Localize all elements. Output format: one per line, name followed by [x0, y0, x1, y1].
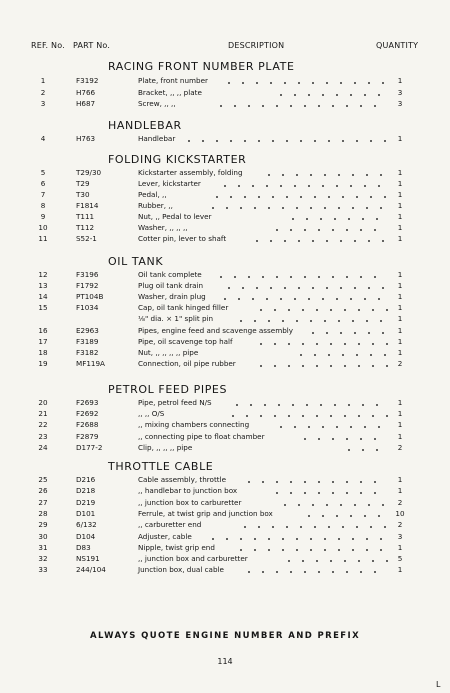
quantity: 1	[397, 234, 403, 243]
quantity: 1	[397, 270, 403, 279]
ref-no: 18	[38, 347, 48, 357]
ref-no: 21	[38, 409, 48, 419]
table-row	[0, 303, 450, 313]
ref-no: 22	[38, 420, 48, 430]
leader-dots	[254, 309, 388, 311]
table-row	[0, 76, 450, 86]
part-no: D83	[76, 542, 91, 552]
description: ,, junction box to carburetter	[138, 497, 242, 507]
description: Clip, ,, ,, ,, pipe	[138, 442, 193, 452]
description: Pedal, ,,	[138, 190, 167, 199]
part-no: F3192	[76, 76, 99, 85]
section-title: FOLDING KICKSTARTER	[108, 153, 247, 166]
corner-mark: L	[436, 680, 441, 689]
table-row	[0, 348, 450, 358]
leader-dots	[210, 196, 388, 198]
description: Washer, drain plug	[138, 292, 206, 302]
ref-no: 11	[38, 234, 48, 243]
part-no: PT104B	[76, 292, 104, 302]
header-quantity: QUANTITY	[376, 41, 419, 50]
quantity: 1	[397, 190, 403, 199]
description: Washer, ,, ,, ,,	[138, 223, 188, 232]
leader-dots	[214, 276, 388, 278]
quantity: 1	[397, 168, 403, 177]
quantity: 1	[397, 134, 403, 143]
ref-no: 30	[38, 531, 48, 541]
leader-dots	[298, 438, 388, 440]
ref-no: 32	[38, 554, 48, 564]
description: Nut, ,, Pedal to lever	[138, 212, 212, 221]
table-row	[0, 223, 450, 233]
table-row	[0, 475, 450, 485]
leader-dots	[294, 354, 388, 356]
ref-no: 23	[38, 431, 48, 441]
leader-dots	[222, 82, 388, 84]
part-no: D219	[76, 497, 96, 507]
page-number: 114	[217, 657, 233, 666]
part-no: F2879	[76, 431, 99, 441]
table-row	[0, 337, 450, 347]
leader-dots	[306, 332, 388, 334]
leader-dots	[242, 481, 388, 483]
description: Bracket, ,, ,, plate	[138, 87, 202, 97]
table-row	[0, 234, 450, 244]
description: ⅛" dia. × 1" split pin	[138, 314, 214, 324]
quantity: 1	[397, 201, 403, 210]
leader-dots	[226, 415, 388, 417]
description: Nipple, twist grip end	[138, 542, 215, 552]
description: ,, handlebar to junction box	[138, 486, 238, 496]
ref-no: 3	[40, 99, 46, 109]
part-no: D104	[76, 531, 96, 541]
leader-dots	[254, 365, 388, 367]
ref-no: 20	[38, 398, 48, 407]
leader-dots	[302, 515, 388, 517]
table-row	[0, 443, 450, 453]
leader-dots	[218, 298, 388, 300]
ref-no: 28	[38, 508, 48, 518]
table-row	[0, 359, 450, 369]
part-no: F1034	[76, 303, 99, 313]
description: Adjuster, cable	[138, 531, 192, 541]
part-no: F2693	[76, 398, 99, 407]
table-row	[0, 498, 450, 508]
leader-dots	[282, 560, 388, 562]
leader-dots	[234, 549, 388, 551]
ref-no: 15	[38, 303, 48, 313]
section-title: OIL TANK	[108, 255, 164, 268]
leader-dots	[262, 174, 388, 176]
leader-dots	[206, 538, 388, 540]
quantity: 1	[397, 486, 403, 496]
leader-dots	[274, 426, 388, 428]
description: Nut, ,, ,, ,, ,, pipe	[138, 347, 199, 357]
description: Cable assembly, throttle	[138, 475, 227, 484]
part-no: 244/104	[76, 565, 106, 575]
description: Handlebar	[138, 134, 176, 143]
ref-no: 31	[38, 542, 48, 552]
ref-no: 2	[40, 87, 46, 97]
part-no: F1792	[76, 281, 99, 291]
quantity: 1	[397, 347, 403, 357]
part-no: T29/30	[76, 168, 102, 177]
ref-no: 12	[38, 270, 48, 279]
table-row	[0, 270, 450, 280]
part-no: T29	[76, 179, 90, 188]
description: Cap, oil tank hinged filler	[138, 303, 229, 313]
description: Screw, ,, ,,	[138, 99, 176, 109]
description: Connection, oil pipe rubber	[138, 358, 236, 368]
leader-dots	[218, 185, 388, 187]
ref-no: 5	[40, 168, 46, 177]
table-row	[0, 554, 450, 564]
quantity: 1	[397, 303, 403, 313]
table-row	[0, 432, 450, 442]
description: Plug oil tank drain	[138, 281, 204, 291]
leader-dots	[278, 504, 388, 506]
part-no: F2688	[76, 420, 99, 430]
ref-no: 9	[40, 212, 46, 221]
footer-note: ALWAYS QUOTE ENGINE NUMBER AND PREFIX	[89, 631, 361, 641]
table-row	[0, 565, 450, 575]
part-no: D216	[76, 475, 96, 484]
ref-no: 24	[38, 442, 48, 452]
description: Junction box, dual cable	[138, 565, 224, 575]
table-row	[0, 88, 450, 98]
ref-no: 6	[40, 179, 46, 188]
ref-no: 7	[40, 190, 46, 199]
quantity: 1	[397, 179, 403, 188]
quantity: 2	[397, 497, 403, 507]
description: Pipes, engine feed and scavenge assembly	[138, 325, 294, 335]
ref-no: 25	[38, 475, 48, 484]
leader-dots	[234, 320, 388, 322]
table-row	[0, 398, 450, 408]
table-row	[0, 314, 450, 324]
table-row	[0, 532, 450, 542]
ref-no: 1	[40, 76, 46, 85]
part-no: E2963	[76, 325, 99, 335]
table-row	[0, 326, 450, 336]
description: Ferrule, at twist grip and junction box	[138, 508, 273, 518]
ref-no: 29	[38, 520, 48, 530]
leader-dots	[238, 526, 388, 528]
part-no: F3182	[76, 347, 99, 357]
description: Pipe, petrol feed N/S	[138, 398, 212, 407]
leader-dots	[182, 140, 388, 142]
quantity: 1	[397, 420, 403, 430]
leader-dots	[230, 404, 388, 406]
quantity: 1	[397, 76, 403, 85]
header-part-no: PART No.	[73, 41, 111, 50]
leader-dots	[206, 207, 388, 209]
description: ,, ,, O/S	[138, 409, 165, 419]
table-row	[0, 134, 450, 144]
table-row	[0, 190, 450, 200]
table-row	[0, 179, 450, 189]
part-no: T111	[76, 212, 95, 221]
ref-no: 4	[40, 134, 46, 143]
ref-no: 26	[38, 486, 48, 496]
header-ref-no: REF. No.	[31, 41, 65, 50]
table-row	[0, 292, 450, 302]
ref-no: 33	[38, 565, 48, 575]
ref-no: 17	[38, 336, 48, 346]
quantity: 1	[397, 223, 403, 232]
part-no: D218	[76, 486, 96, 496]
ref-no: 16	[38, 325, 48, 335]
part-no: F3189	[76, 336, 99, 346]
quantity: 1	[397, 281, 403, 291]
quantity: 10	[395, 508, 405, 518]
table-row	[0, 509, 450, 519]
part-no: 6/132	[76, 520, 97, 530]
quantity: 1	[397, 409, 403, 419]
leader-dots	[270, 229, 388, 231]
part-no: H763	[76, 134, 96, 143]
quantity: 2	[397, 442, 403, 452]
description: ,, junction box and carburetter	[138, 554, 248, 564]
table-row	[0, 212, 450, 222]
ref-no: 10	[38, 223, 48, 232]
description: Oil tank complete	[138, 270, 202, 279]
quantity: 2	[397, 358, 403, 368]
table-row	[0, 420, 450, 430]
quantity: 1	[397, 431, 403, 441]
leader-dots	[274, 94, 388, 96]
part-no: S52-1	[76, 234, 97, 243]
description: Plate, front number	[138, 76, 208, 85]
section-title: THROTTLE CABLE	[108, 460, 214, 473]
quantity: 1	[397, 314, 403, 324]
ref-no: 27	[38, 497, 48, 507]
part-no: NS191	[76, 554, 100, 564]
description: Lever, kickstarter	[138, 179, 201, 188]
description: Pipe, oil scavenge top half	[138, 336, 233, 346]
quantity: 3	[397, 87, 403, 97]
quantity: 3	[397, 531, 403, 541]
part-no: D177-2	[76, 442, 103, 452]
leader-dots	[342, 449, 388, 451]
table-row	[0, 520, 450, 530]
description: Kickstarter assembly, folding	[138, 168, 243, 177]
table-row	[0, 201, 450, 211]
quantity: 1	[397, 336, 403, 346]
table-row	[0, 281, 450, 291]
section-title: PETROL FEED PIPES	[108, 383, 228, 396]
part-no: F1814	[76, 201, 99, 210]
quantity: 1	[397, 565, 403, 575]
quantity: 1	[397, 398, 403, 407]
part-no: MF119A	[76, 358, 105, 368]
part-no: T30	[76, 190, 90, 199]
quantity: 1	[397, 212, 403, 221]
table-row	[0, 168, 450, 178]
description: ,, connecting pipe to float chamber	[138, 431, 265, 441]
description: Rubber, ,,	[138, 201, 173, 210]
table-row	[0, 486, 450, 496]
ref-no: 8	[40, 201, 46, 210]
part-no: F3196	[76, 270, 99, 279]
description: ,, carburetter end	[138, 520, 202, 530]
ref-no: 14	[38, 292, 48, 302]
ref-no: 19	[38, 358, 48, 368]
part-no: F2692	[76, 409, 99, 419]
section-title: HANDLEBAR	[108, 119, 182, 132]
quantity: 1	[397, 542, 403, 552]
table-row	[0, 99, 450, 109]
part-no: H766	[76, 87, 96, 97]
leader-dots	[250, 240, 388, 242]
leader-dots	[242, 571, 388, 573]
table-row	[0, 409, 450, 419]
quantity: 3	[397, 99, 403, 109]
quantity: 1	[397, 475, 403, 484]
leader-dots	[254, 343, 388, 345]
leader-dots	[214, 105, 388, 107]
part-no: D101	[76, 508, 96, 518]
leader-dots	[286, 218, 388, 220]
quantity: 2	[397, 520, 403, 530]
description: Cotter pin, lever to shaft	[138, 234, 227, 243]
quantity: 1	[397, 325, 403, 335]
quantity: 5	[397, 554, 403, 564]
part-no: T112	[76, 223, 95, 232]
leader-dots	[222, 287, 388, 289]
table-row	[0, 543, 450, 553]
section-title: RACING FRONT NUMBER PLATE	[108, 60, 295, 73]
ref-no: 13	[38, 281, 48, 291]
description: ,, mixing chambers connecting	[138, 420, 250, 430]
leader-dots	[270, 492, 388, 494]
part-no: H687	[76, 99, 96, 109]
quantity: 1	[397, 292, 403, 302]
header-description: DESCRIPTION	[228, 41, 285, 50]
